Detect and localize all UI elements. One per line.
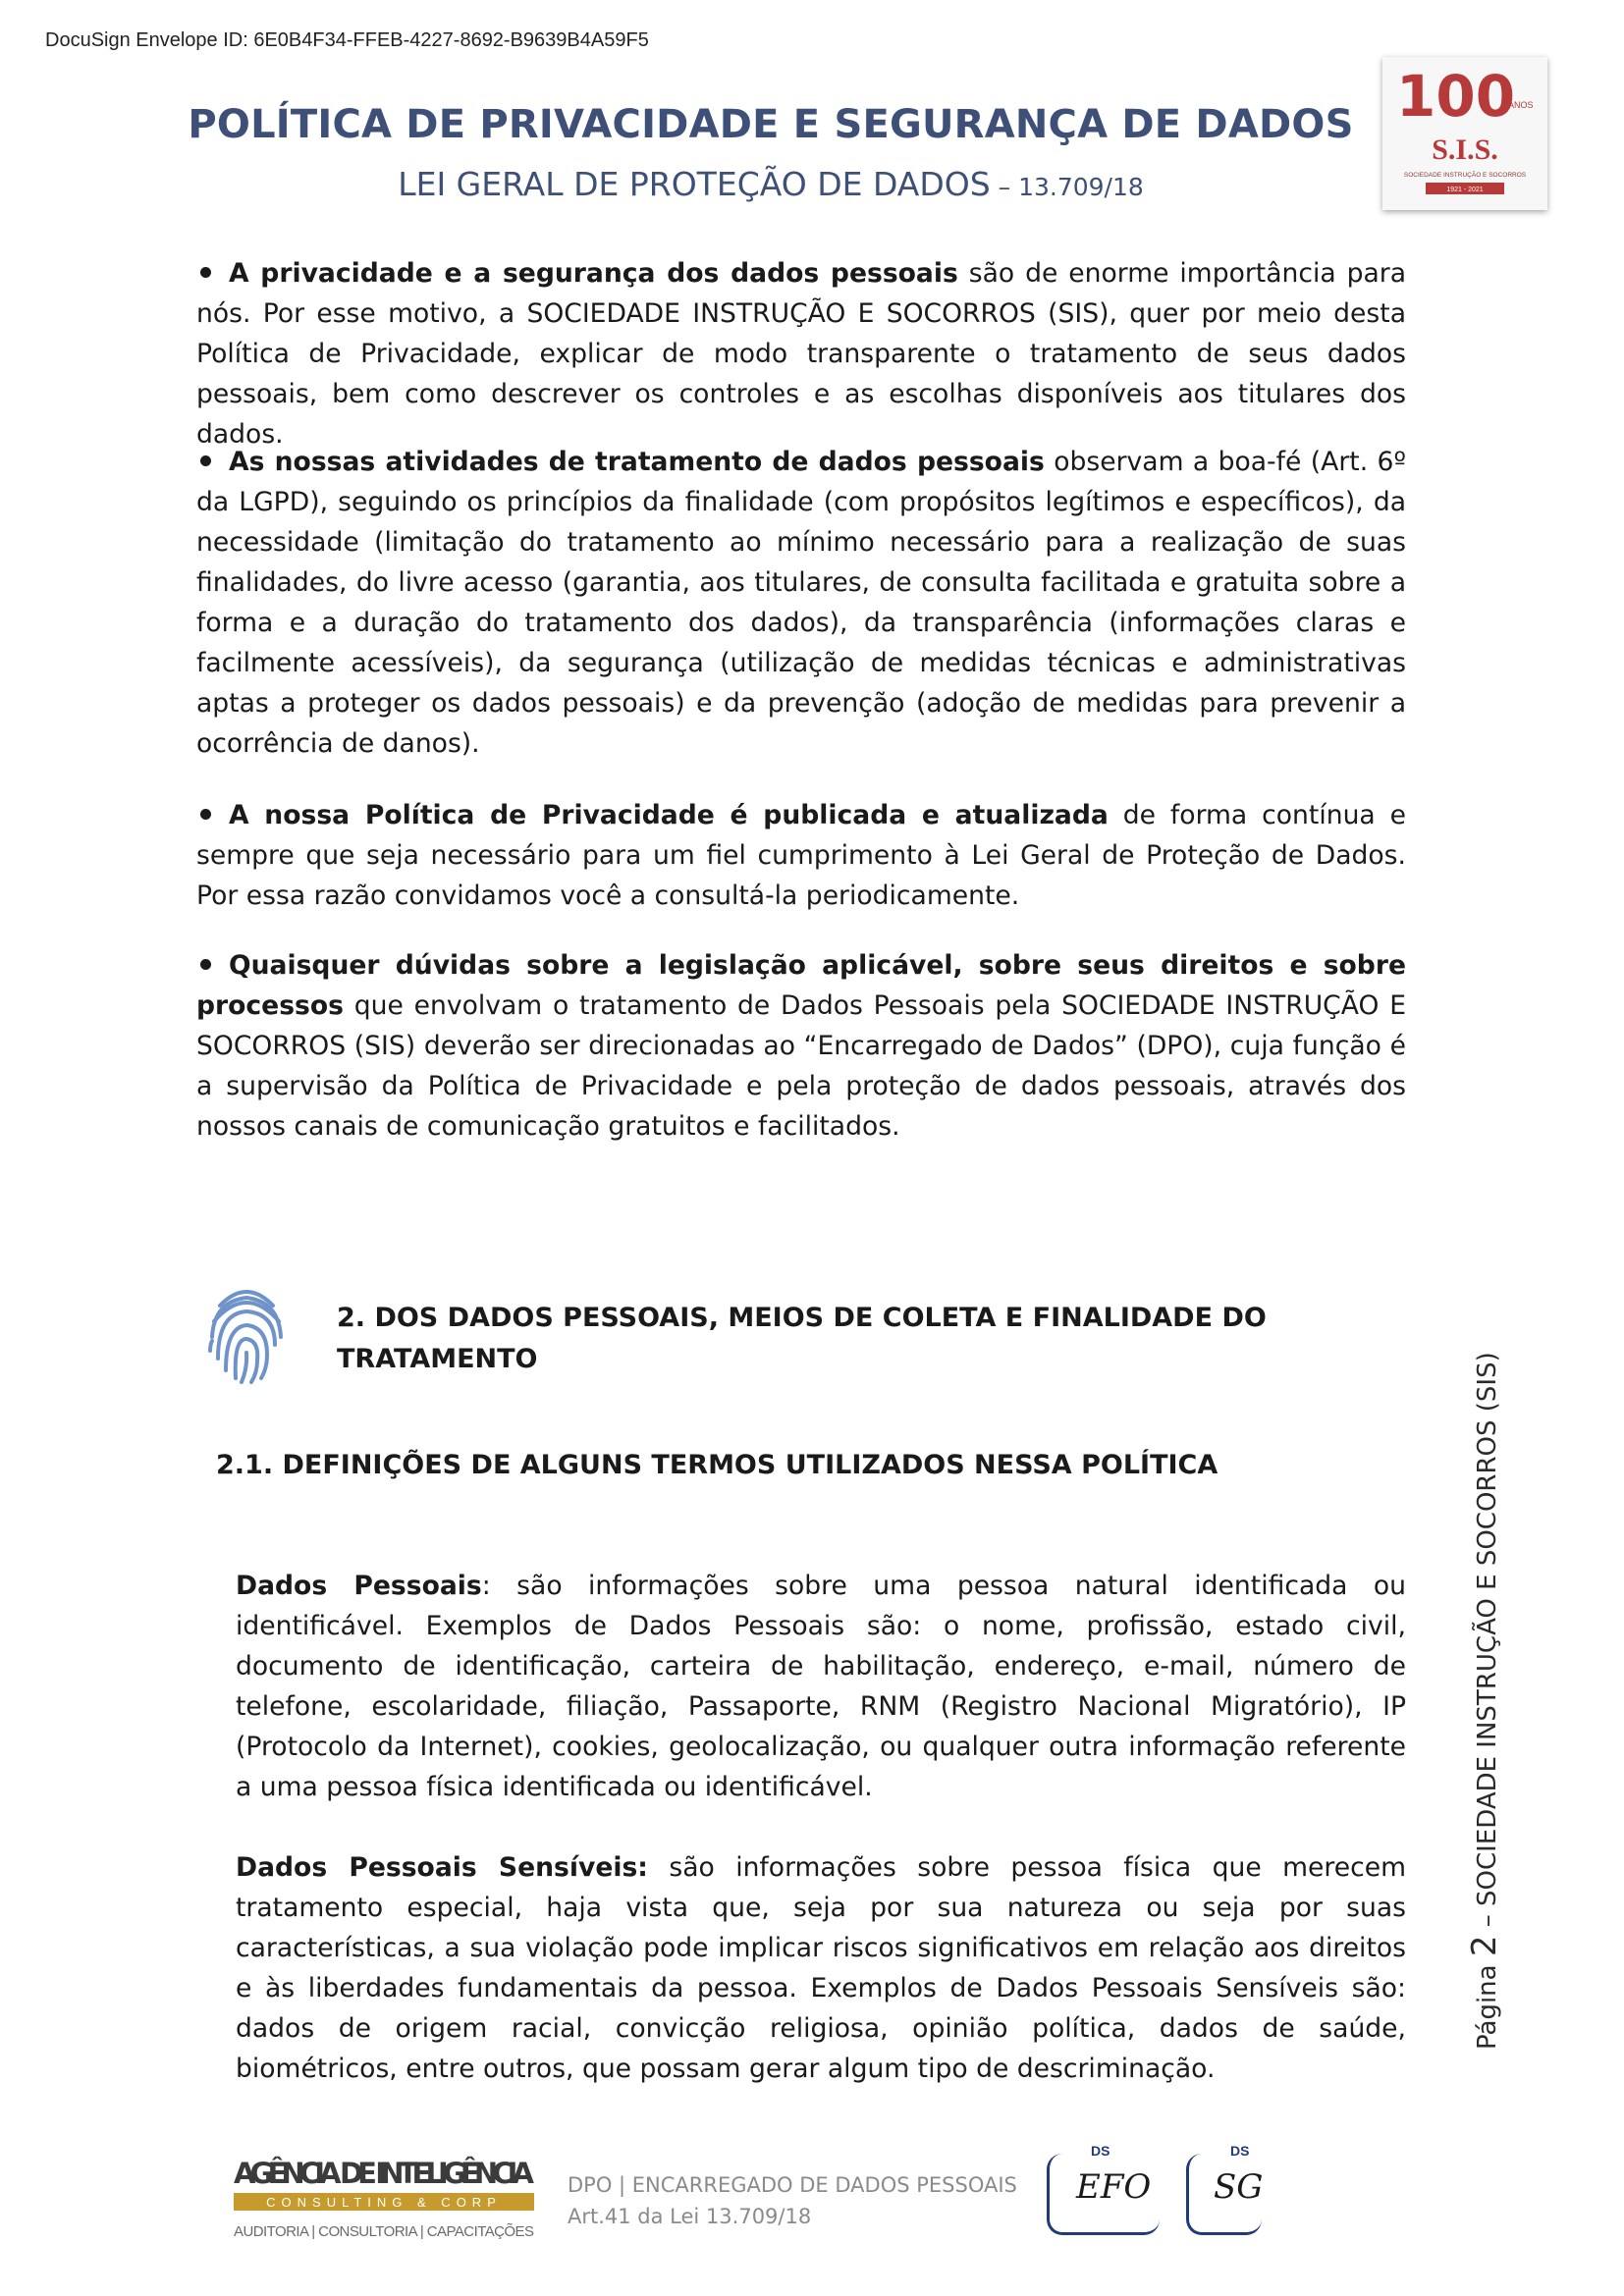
page-label: Página — [1473, 1956, 1502, 2050]
signature-initials-2: SG — [1214, 2167, 1264, 2207]
definition-dados-sensiveis — [236, 1847, 1406, 2089]
bullet-text: que envolvam o tratamento de Dados Pessoais pela SOCIEDADE INSTRUÇÃO E SOCORROS (SIS) deverão ser direcionadas ao “Encarregado de Dados” (DPO), cuja função é a supervisão da Política de Privacidade e pela proteção de dados pessoais, através dos nossos canais de comunicação gratuitos e facilitados. — [196, 990, 1406, 1142]
section-2-title — [337, 1298, 1319, 1380]
dpo-line1: DPO | ENCARREGADO DE DADOS PESSOAIS — [568, 2173, 1017, 2197]
envelope-id: DocuSign Envelope ID: 6E0B4F34-FFEB-4227-8692-B9639B4A59F5 — [45, 29, 649, 51]
section-2-title-line2: TRATAMENTO — [337, 1344, 538, 1374]
bullet-paragraph — [196, 795, 1406, 916]
definition-text: : são informações sobre uma pessoa natural identificada ou identificável. Exemplos de Dados Pessoais são: o nome, profissão, estado civil, documento de identificação, carteira de habilitação, endereço, e-mail, número de telefone, escolaridade, filiação, Passaporte, RNM (Registro Nacional Migratório), IP (Protocolo da Internet), cookies, geolocalização, ou qualquer outra informação referente a uma pessoa física identificada ou identificável. — [236, 1571, 1407, 1802]
definition-term: Dados Pessoais Sensíveis: — [236, 1852, 648, 1883]
definition-term: Dados Pessoais — [236, 1571, 482, 1601]
sis-logo-graphic — [1382, 57, 1547, 210]
page-side-label — [1465, 1352, 1504, 2050]
agency-tagline: AUDITORIA | CONSULTORIA | CAPACITAÇÕES — [234, 2223, 534, 2240]
signature-label-1: DS — [1088, 2143, 1112, 2159]
side-org: SOCIEDADE INSTRUÇÃO E SOCORROS (SIS) — [1473, 1352, 1502, 1906]
bullet-dot — [200, 455, 211, 466]
logo-number: 100 — [1396, 63, 1516, 130]
bullet-lead: A nossa Política de Privacidade é publicada e atualizada — [229, 800, 1109, 830]
bullet-paragraph — [196, 442, 1406, 764]
law-number: – 13.709/18 — [990, 173, 1144, 201]
agency-logo — [234, 2144, 538, 2271]
bullet-text: observam a boa-fé (Art. 6º da LGPD), seguindo os princípios da finalidade (com propósitos legítimos e específicos), da necessidade (limitação do tratamento ao mínimo necessário para a realização de suas finalidades, do livre acesso (garantia, aos titulares, de consulta facilitada e gratuita sobre a forma e a duração do tratamento dos dados), da transparência (informações claras e facilmente acessíveis), da segurança (utilização de medidas técnicas e administrativas aptas a proteger os dados pessoais) e da prevenção (adoção de medidas para prevenir a ocorrência de danos). — [196, 447, 1407, 759]
bullet-paragraph — [196, 253, 1406, 454]
signature-label-2: DS — [1227, 2143, 1252, 2159]
bullet-lead: As nossas atividades de tratamento de dados pessoais — [229, 447, 1045, 477]
dpo-line2: Art.41 da Lei 13.709/18 — [568, 2205, 812, 2228]
document-title: POLÍTICA DE PRIVACIDADE E SEGURANÇA DE DADOS — [188, 102, 1354, 147]
subsection-2-1-title: 2.1. DEFINIÇÕES DE ALGUNS TERMOS UTILIZADOS NESSA POLÍTICA — [216, 1450, 1218, 1480]
bullet-dot — [200, 267, 211, 278]
bullet-dot — [200, 809, 211, 820]
bullet-text: de forma contínua e sempre que seja necessário para um fiel cumprimento à Lei Geral de Proteção de Dados. Por essa razão convidamos você a consultá-la periodicamente. — [196, 800, 1406, 911]
side-separator: – — [1473, 1905, 1502, 1936]
definition-dados-pessoais — [236, 1566, 1406, 1807]
subtitle-text: LEI GERAL DE PROTEÇÃO DE DADOS — [398, 165, 991, 203]
fingerprint-icon — [206, 1276, 287, 1386]
bullet-text: são de enorme importância para nós. Por esse motivo, a SOCIEDADE INSTRUÇÃO E SOCORROS (SIS), quer por meio desta Política de Privacidade, explicar de modo transparente o tratamento de seus dados pessoais, bem como descrever os controles e as escolhas disponíveis aos titulares dos dados. — [196, 258, 1406, 450]
logo-years: 1921 - 2021 — [1446, 187, 1484, 193]
signature-initials-1: EFO — [1076, 2167, 1152, 2207]
footer-dpo — [568, 2169, 1017, 2232]
logo-name: S.I.S. — [1432, 133, 1498, 166]
bullet-lead: A privacidade e a segurança dos dados pessoais — [229, 258, 958, 289]
definition-text: são informações sobre pessoa física que merecem tratamento especial, haja vista que, seja por sua natureza ou seja por suas características, a sua violação pode implicar riscos significativos em relação aos direitos e às liberdades fundamentais da pessoa. Exemplos de Dados Pessoais Sensíveis são: dados de origem racial, convicção religiosa, opinião política, dados de saúde, biométricos, entre outros, que possam gerar algum tipo de descriminação. — [236, 1852, 1406, 2084]
page-number: 2 — [1465, 1935, 1504, 1957]
sis-logo — [1382, 57, 1547, 210]
bullet-dot — [200, 959, 211, 970]
logo-anos: ANOS — [1508, 100, 1534, 110]
agency-band-text: CONSULTING & CORP — [266, 2195, 502, 2210]
section-2-title-line1: 2. DOS DADOS PESSOAIS, MEIOS DE COLETA E FINALIDADE DO — [337, 1303, 1267, 1333]
bullet-paragraph — [196, 945, 1406, 1147]
bullet-lead: Quaisquer dúvidas sobre a legislação aplicável, sobre seus direitos e sobre processos — [196, 950, 1406, 1021]
logo-tagline: SOCIEDADE INSTRUÇÃO E SOCORROS — [1403, 172, 1527, 179]
document-subtitle — [0, 165, 1542, 203]
agency-name: AGÊNCIA DE INTELIGÊNCIA — [234, 2157, 534, 2190]
